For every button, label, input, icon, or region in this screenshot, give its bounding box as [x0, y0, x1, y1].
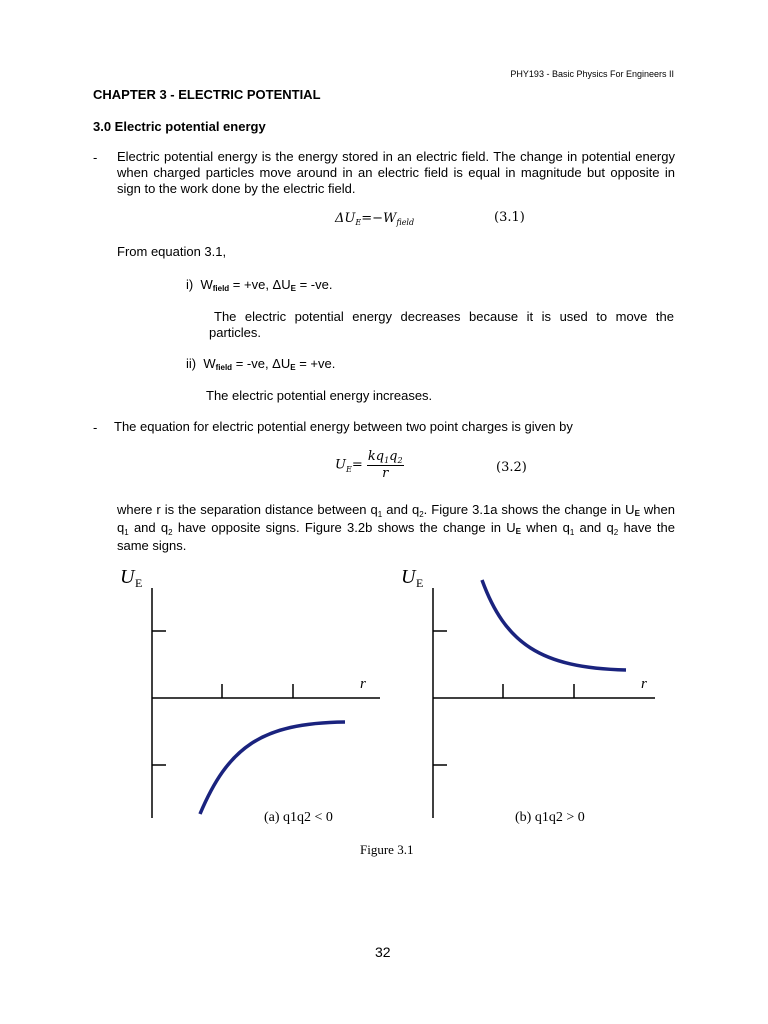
bullet-paragraph-2: The equation for electric potential energy between two point charges is given by: [114, 419, 573, 434]
case-1-w-sub: field: [212, 284, 230, 293]
case-2-explanation: The electric potential energy increases.: [206, 388, 433, 403]
case-1-label: i): [186, 277, 194, 292]
eq2-lhs: U: [335, 457, 346, 473]
equation-3-1-number: (3.1): [494, 210, 525, 225]
eq1-lhs: ΔU: [335, 211, 356, 226]
eq1-lhs-sub: E: [355, 218, 362, 227]
from-equation-text: From equation 3.1,: [117, 244, 227, 259]
eq2-denominator: r: [382, 466, 389, 481]
case-2-rest: = -ve, ΔU: [232, 356, 291, 371]
equation-3-1: [335, 211, 414, 226]
eq2-equals: =: [351, 457, 363, 473]
graph-a-y-label-sub: E: [135, 576, 143, 590]
description-paragraph: where r is the separation distance between $q_1$ and $q_2$. Figure 3.1a shows the change in UE when $q_1$ and $q_2$ have opposite signs. Figure 3.2b shows the change in UE when $q_1$ and $q_2$ have the same signs.: [117, 502, 675, 553]
eq2-numerator: $kq_1q_2$: [367, 449, 403, 465]
case-2-w: W: [203, 356, 216, 371]
case-1-w: W: [200, 277, 213, 292]
bullet-dash: -: [93, 150, 98, 165]
graph-b-curve: [482, 580, 626, 670]
eq2-fraction: [367, 449, 404, 481]
page-number: 32: [375, 944, 391, 960]
case-2-tail: = +ve.: [295, 356, 336, 371]
eq1-rhs-sub: field: [396, 218, 415, 227]
bullet-dash-2: -: [93, 420, 98, 435]
course-header: PHY193 - Basic Physics For Engineers II: [510, 69, 674, 79]
chapter-title: CHAPTER 3 - ELECTRIC POTENTIAL: [93, 87, 321, 102]
case-1-tail: = -ve.: [295, 277, 333, 292]
graph-a-caption: (a) q1q2 < 0: [264, 810, 333, 825]
equation-3-2-number: (3.2): [496, 460, 527, 475]
graph-b-caption: (b) q1q2 > 0: [515, 810, 585, 825]
graph-b: [401, 566, 655, 825]
case-1-line: [186, 277, 332, 295]
case-2-w-sub: field: [215, 363, 233, 372]
graph-b-y-label-sub: E: [416, 576, 424, 590]
section-title: 3.0 Electric potential energy: [93, 119, 266, 134]
graph-b-x-label: r: [641, 676, 647, 692]
graph-a-x-label: r: [360, 676, 366, 692]
case-1-rest: = +ve, ΔU: [229, 277, 291, 292]
graph-b-y-label: U: [401, 566, 416, 588]
case-1-explanation: The electric potential energy decreases because it is used to move the particles.: [209, 309, 674, 340]
case-1-u-sub: E: [290, 284, 296, 293]
graph-a: [120, 566, 380, 825]
figure-3-1: [110, 558, 670, 863]
graph-a-curve: [200, 722, 345, 814]
case-2-u-sub: E: [290, 363, 296, 372]
case-2-line: [186, 356, 335, 374]
equation-3-2: [335, 449, 404, 481]
eq2-lhs-sub: E: [345, 464, 352, 474]
case-2-label: ii): [186, 356, 197, 371]
eq1-equals: =−W: [361, 211, 397, 226]
bullet-paragraph: Electric potential energy is the energy stored in an electric field. The change in potential energy when charged particles move around in an electric field is equal in magnitude but opposite in sign to the work done by the electric field.: [117, 149, 675, 196]
graph-a-y-label: U: [120, 566, 135, 588]
figure-caption: Figure 3.1: [360, 842, 414, 857]
